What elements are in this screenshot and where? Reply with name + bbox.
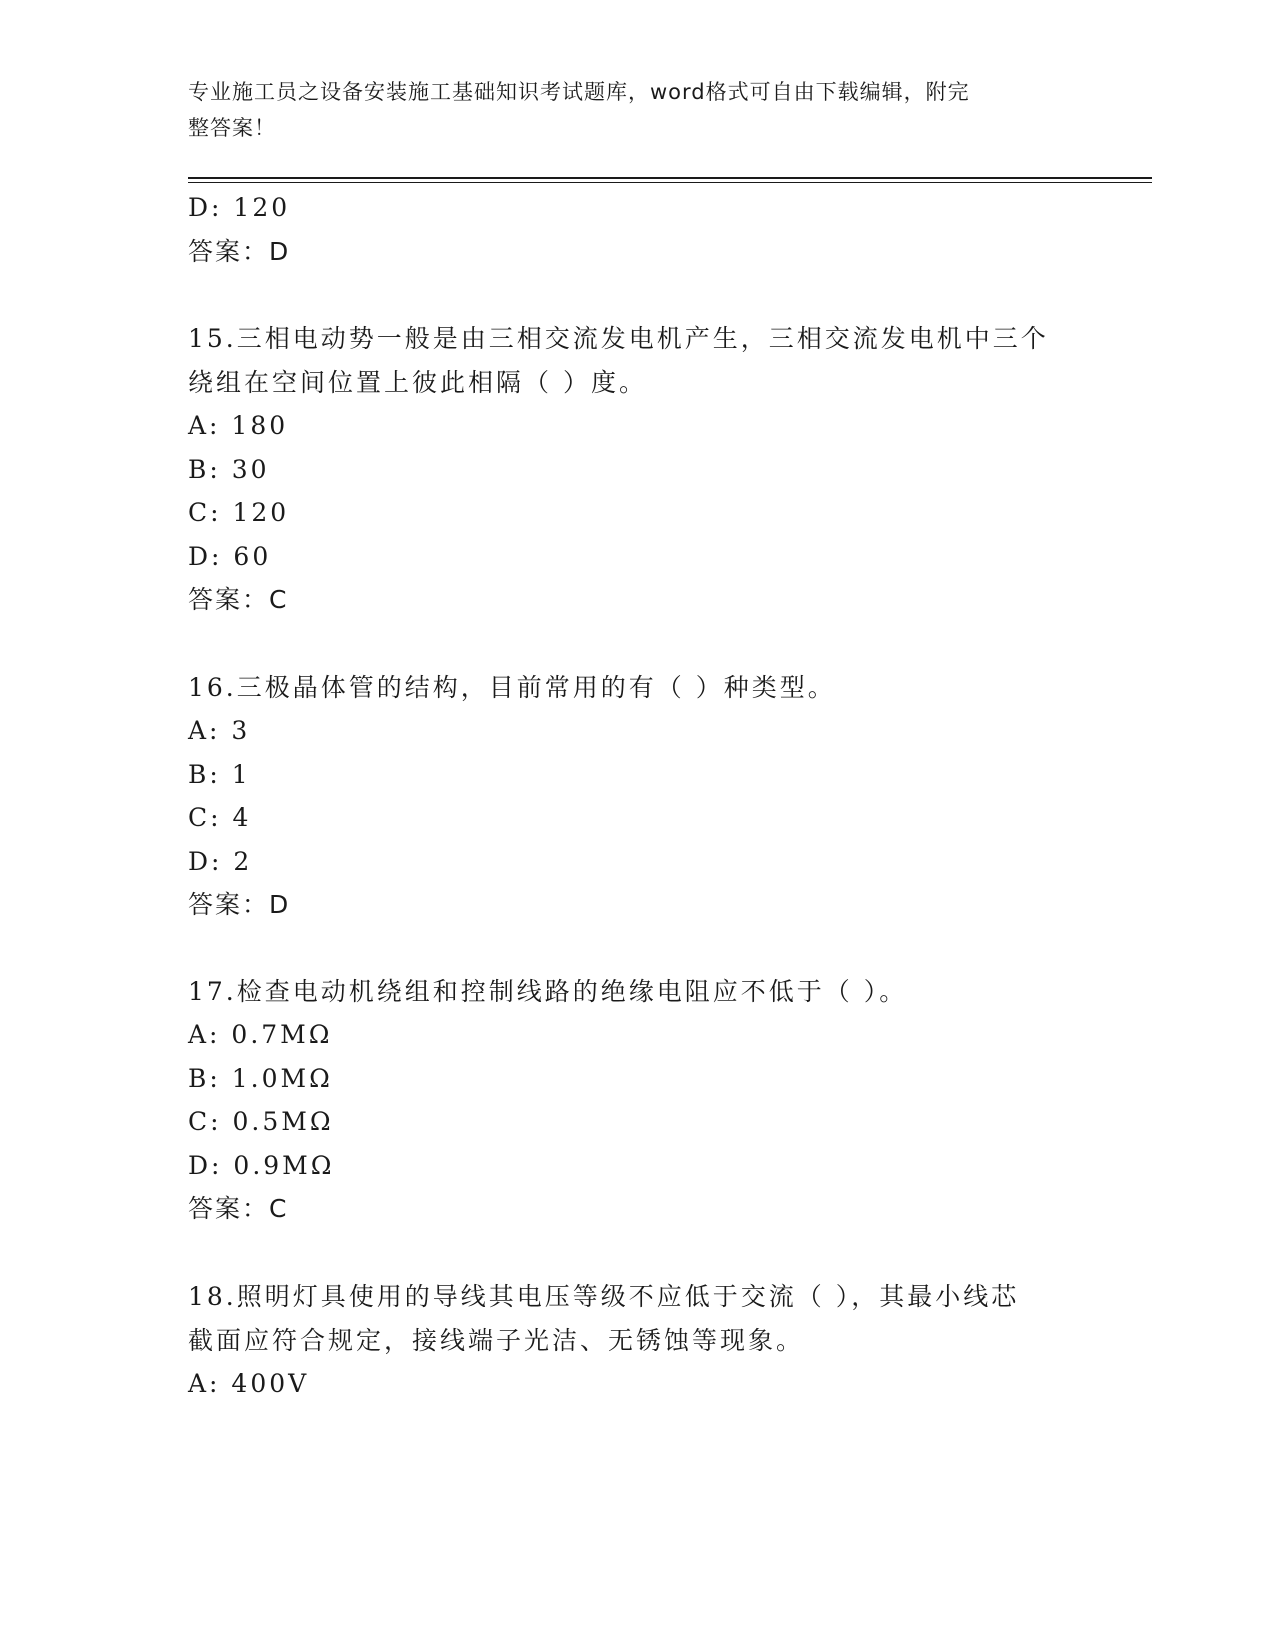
q18-stem-line-2: 截面应符合规定，接线端子光洁、无锈蚀等现象。 (188, 1326, 805, 1355)
q17-option-d: D: 0.9MΩ (188, 1151, 335, 1180)
q17-option-a: A: 0.7MΩ (188, 1020, 333, 1049)
document-header (188, 74, 1068, 146)
q18-option-a: A: 400V (188, 1369, 310, 1398)
prev-option-d: D: 120 (188, 193, 291, 222)
q17-option-b: B: 1.0MΩ (188, 1064, 333, 1093)
q15-option-c: C: 120 (188, 498, 290, 527)
header-divider-thin (188, 182, 1152, 183)
q16-option-d: D: 2 (188, 847, 253, 876)
q15-answer: 答案：C (188, 585, 289, 614)
q16-option-a: A: 3 (188, 716, 251, 745)
q15-option-a: A: 180 (188, 411, 289, 440)
q17-option-c: C: 0.5MΩ (188, 1107, 334, 1136)
header-divider-thick (188, 177, 1152, 179)
q15-stem-line-1: 15.三相电动势一般是由三相交流发电机产生，三相交流发电机中三个 (188, 324, 1049, 353)
q16-answer: 答案：D (188, 890, 291, 919)
q16-option-c: C: 4 (188, 803, 252, 832)
q15-stem-line-2: 绕组在空间位置上彼此相隔（ ）度。 (188, 368, 647, 397)
q17-stem-line-1: 17.检查电动机绕组和控制线路的绝缘电阻应不低于（ ）。 (188, 977, 908, 1006)
q18-stem-line-1: 18.照明灯具使用的导线其电压等级不应低于交流（ ），其最小线芯 (188, 1282, 1020, 1311)
header-line-1: 专业施工员之设备安装施工基础知识考试题库，word格式可自由下载编辑，附完 (188, 80, 970, 104)
q16-option-b: B: 1 (188, 760, 251, 789)
q15-option-b: B: 30 (188, 455, 270, 484)
prev-answer: 答案：D (188, 237, 291, 266)
q15-option-d: D: 60 (188, 542, 272, 571)
header-line-2: 整答案！ (188, 116, 276, 140)
q17-answer: 答案：C (188, 1194, 289, 1223)
q16-stem-line-1: 16.三极晶体管的结构，目前常用的有（ ）种类型。 (188, 673, 836, 702)
